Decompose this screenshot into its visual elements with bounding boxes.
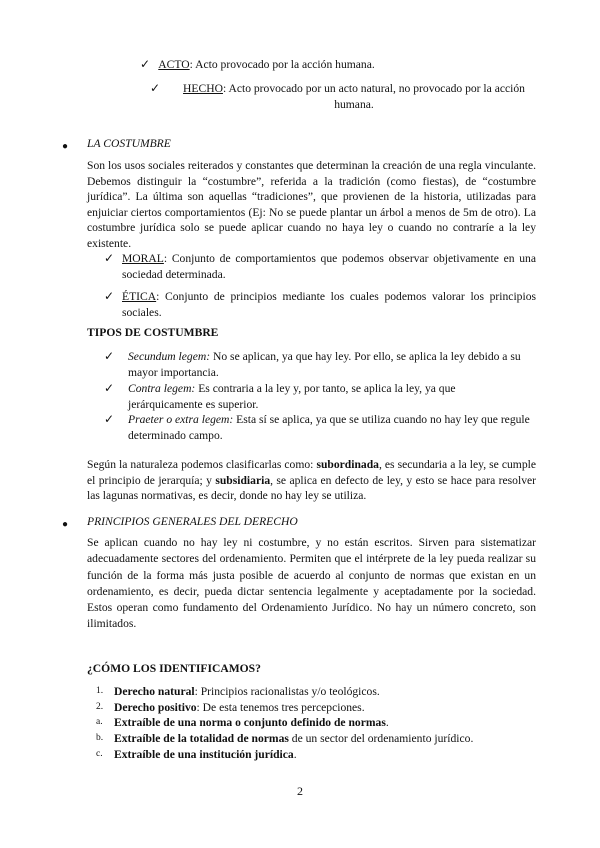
secundum-term: Secundum legem: (128, 350, 211, 363)
checkmark-icon: ✓ (104, 349, 115, 363)
praeter-term: Praeter o extra legem: (128, 413, 234, 426)
bullet-icon: ● (62, 519, 69, 530)
bullet-icon: ● (62, 141, 69, 152)
moral-item: ✓ MORAL: Conjunto de comportamientos que podemos observar objetivamente en una sociedad determinada. (104, 251, 536, 281)
hecho-item: ✓ HECHO: Acto provocado por un acto natural, no provocado por la acción humana. (150, 81, 525, 111)
contra-definition: Es contraria a la ley y, por tanto, se aplica la ley, ya que jerárquicamente es superior. (128, 382, 456, 411)
list-item: 2. Derecho positivo: De esta tenemos tres percepciones. (96, 701, 365, 714)
principios-paragraph: Se aplican cuando no hay ley ni costumbre, y no están escritos. Sirven para sistematizar adecuadamente sectores del ordenamiento. Permiten que el intérprete de la ley pueda realizar su función de la forma más justa posible de acuerdo al conjunto de normas que existan en un ordenamiento, es decir, pueda dictar sentencia legalmente y aceptadamente por la sociedad. Estos operan como fundamento del Ordenamiento Jurídico. No hay un número concreto, son ilimitados. (87, 536, 536, 631)
list-item: 1. Derecho natural: Principios racionalistas y/o teológicos. (96, 685, 380, 698)
identificamos-heading: ¿CÓMO LOS IDENTIFICAMOS? (87, 662, 261, 675)
checkmark-icon: ✓ (104, 289, 115, 303)
list-item: c. Extraíble de una institución jurídica. (96, 748, 297, 761)
hecho-term: HECHO (183, 82, 223, 95)
checkmark-icon: ✓ (104, 381, 115, 395)
costumbre-title: LA COSTUMBRE (87, 137, 171, 150)
contra-term: Contra legem: (128, 382, 196, 395)
principios-title: PRINCIPIOS GENERALES DEL DERECHO (87, 515, 298, 528)
contra-item (104, 381, 536, 412)
acto-item: ✓ ACTO: Acto provocado por la acción humana. (140, 57, 375, 71)
etica-definition: Conjunto de principios mediante los cuales podemos valorar los principios sociales. (122, 290, 537, 319)
checkmark-icon: ✓ (140, 57, 151, 71)
etica-term: ÉTICA (122, 290, 157, 303)
subordinada-term: subordinada (316, 458, 379, 471)
list-item: a. Extraíble de una norma o conjunto definido de normas. (96, 716, 389, 729)
praeter-definition: Esta sí se aplica, ya que se utiliza cuando no hay ley que regule determinado campo. (128, 413, 530, 442)
acto-definition: Acto provocado por la acción humana. (195, 58, 375, 71)
subsidiaria-term: subsidiaria (215, 473, 271, 487)
secundum-definition: No se aplican, ya que hay ley. Por ello, se aplica la ley debido a su mayor importancia. (128, 350, 521, 379)
naturaleza-paragraph: Según la naturaleza podemos clasificarlas como: subordinada, es secundaria a la ley, se cumple el principio de jerarquía; y subsidiaria, se aplica en defecto de ley, y esto se hace para resolver las lagunas normativas, es decir, donde no hay ley se utiliza. (87, 458, 537, 502)
praeter-item (104, 412, 536, 443)
secundum-item (104, 349, 536, 380)
checkmark-icon: ✓ (150, 81, 161, 95)
hecho-definition: Acto provocado por un acto natural, no provocado por la acción humana. (228, 82, 525, 111)
moral-term: MORAL (122, 252, 164, 265)
costumbre-paragraph: Son los usos sociales reiterados y constantes que determinan la creación de una regla vinculante. Debemos distinguir la “costumbre”, referida a la tradición (como fiestas), de “costumbre jurídica”. La última son aquellas “tradiciones”, que provienen de la historia, utilizadas para enjuiciar ciertos comportamientos (Ej: No se puede plantar un árbol a menos de 5m de otro). La costumbre jurídica solo se puede aplicar cuando no haya ley o cuando no contraríe a la ley existente. (87, 159, 536, 250)
acto-term: ACTO (158, 58, 190, 71)
moral-definition: Conjunto de comportamientos que podemos observar objetivamente en una sociedad determinada. (122, 252, 536, 281)
etica-item: ✓ ÉTICA: Conjunto de principios mediante los cuales podemos valorar los principios sociales. (104, 289, 537, 319)
list-item: b. Extraíble de la totalidad de normas de un sector del ordenamiento jurídico. (96, 732, 474, 745)
checkmark-icon: ✓ (104, 412, 115, 426)
checkmark-icon: ✓ (104, 251, 115, 265)
tipos-heading: TIPOS DE COSTUMBRE (87, 326, 219, 339)
page-number: 2 (297, 784, 303, 798)
